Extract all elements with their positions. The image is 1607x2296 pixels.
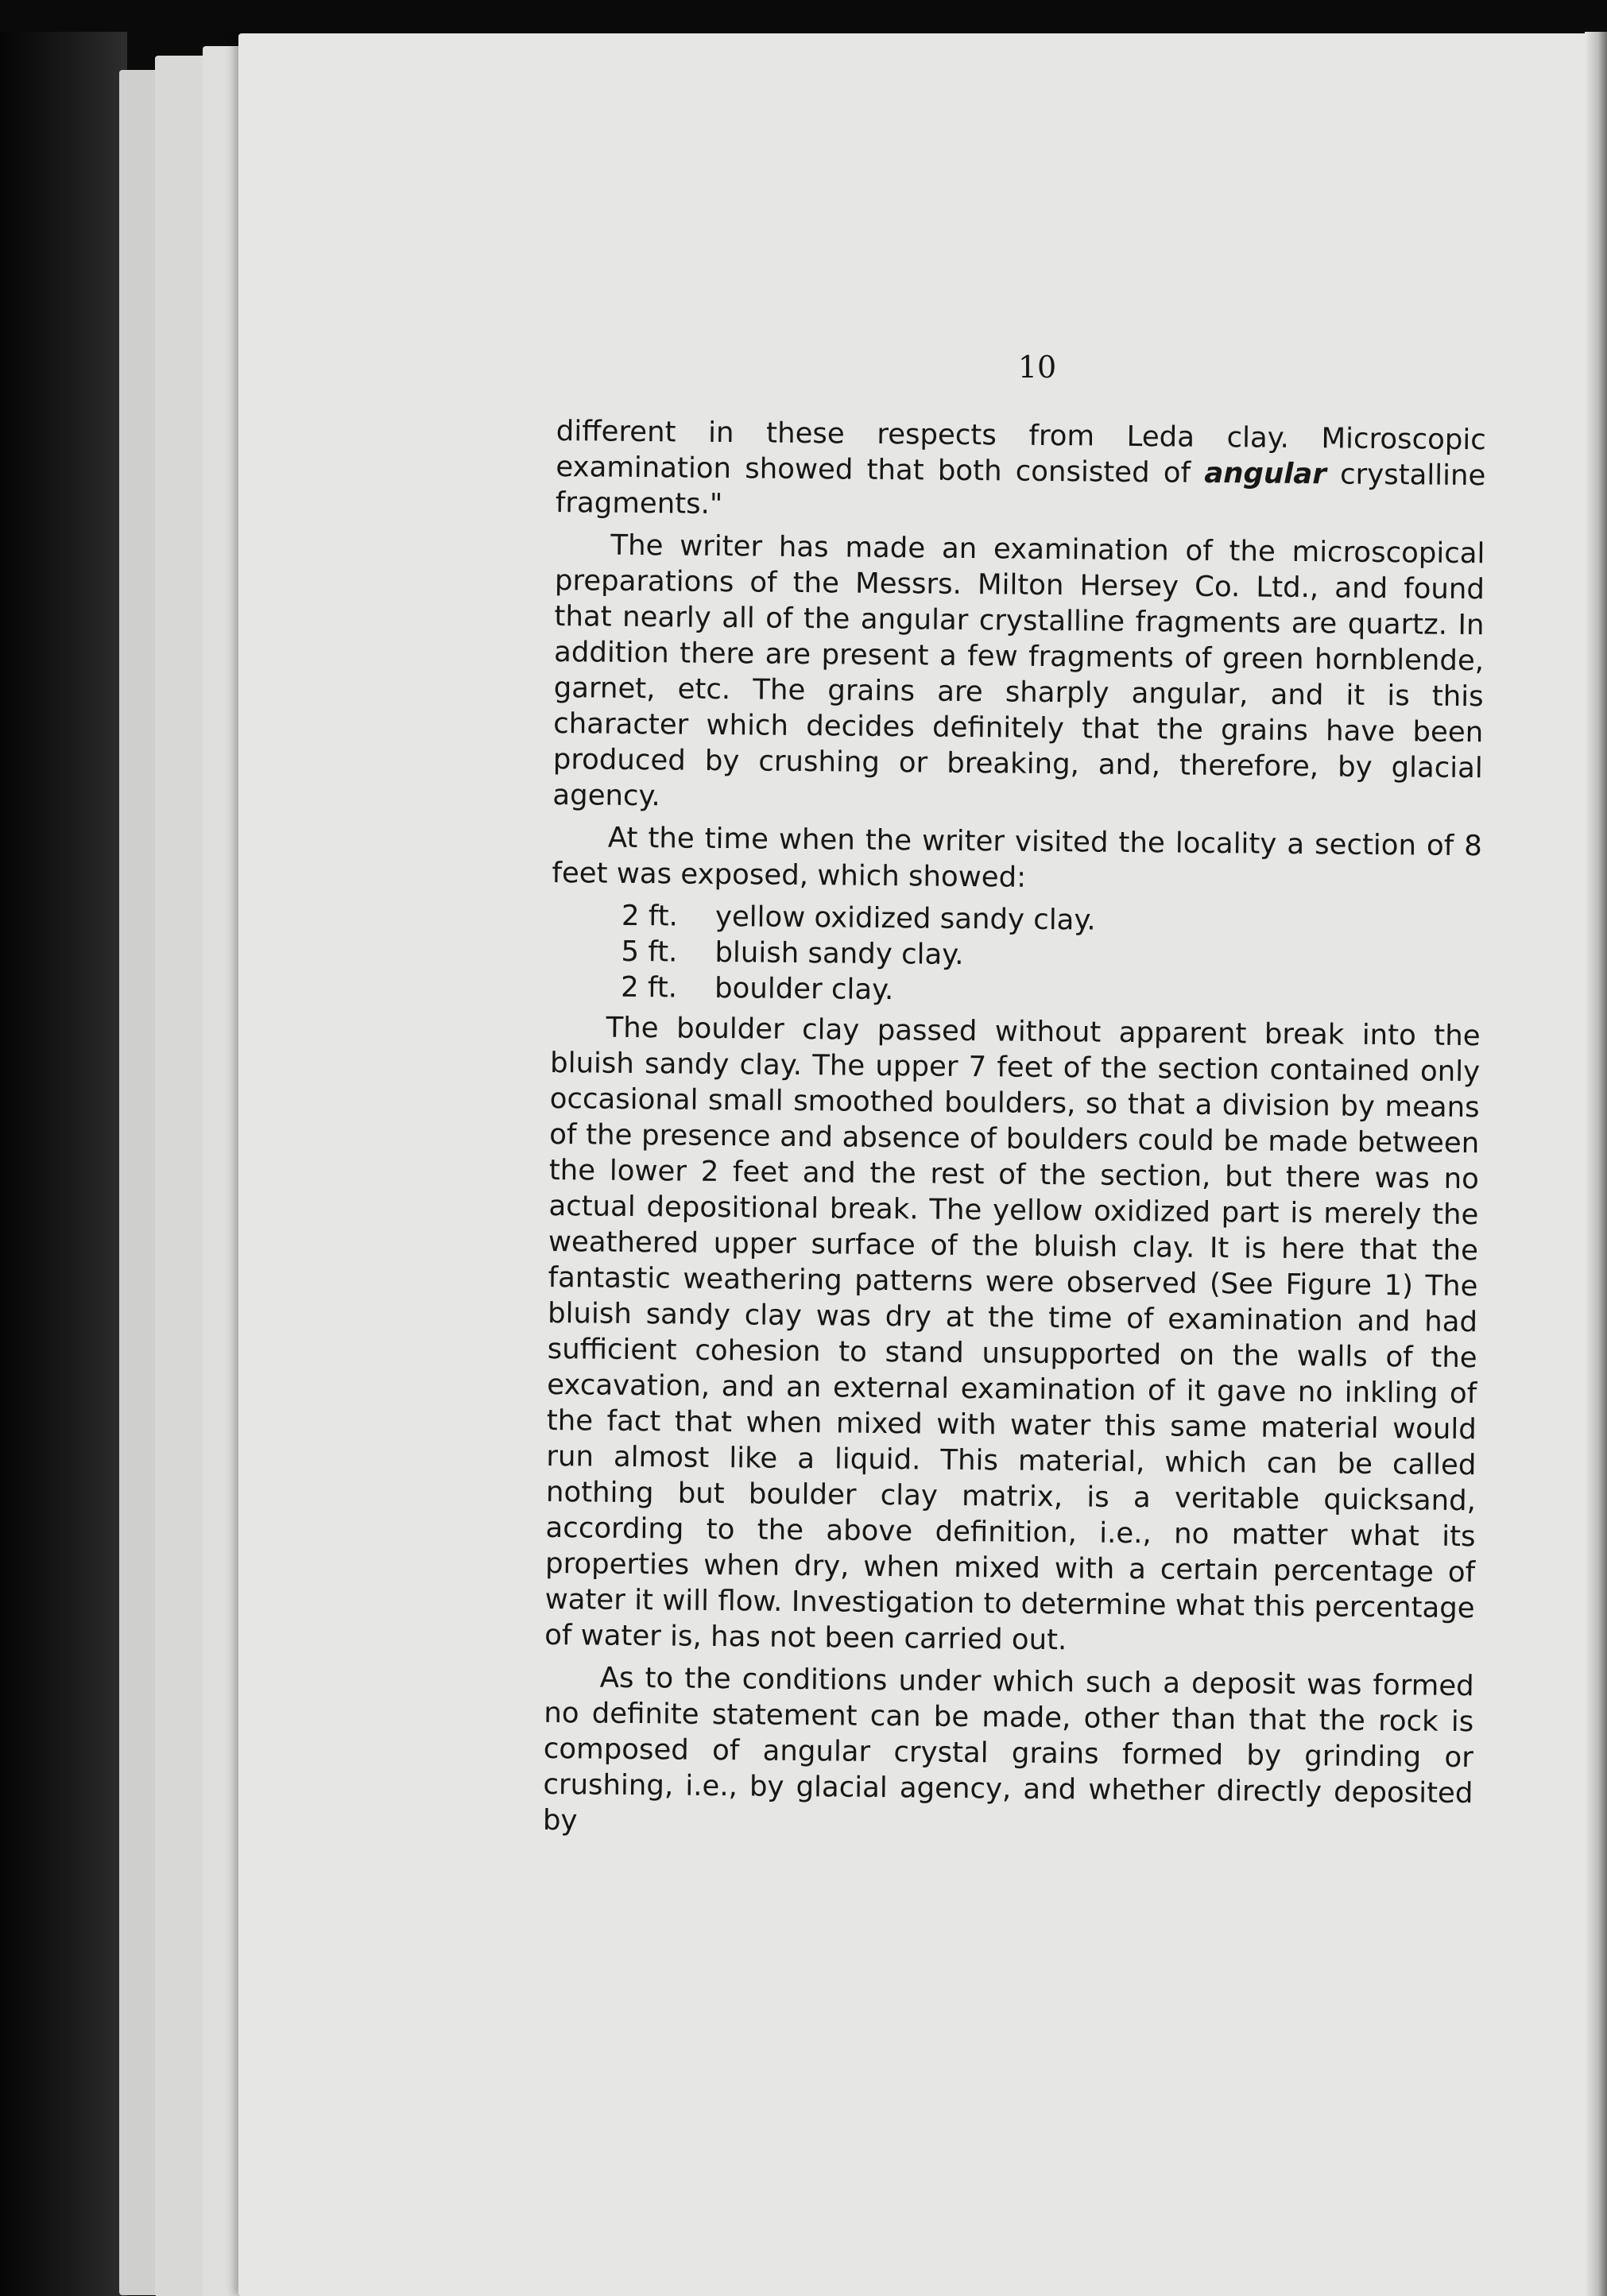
emphasized-word: angular	[1204, 456, 1327, 491]
paragraph: As to the conditions under which such a deposit was formed no definite statement can be made, other than that the rock is composed of angular crystal grains formed by grinding or crushing, i.e., by glacial agency, and whether directly deposited by	[542, 1661, 1474, 1837]
paragraph: The writer has made an examination of the microscopical preparations of the Messrs. Milton Hersey Co. Ltd., and found that nearly all of the angular crystalline fragments are quartz. In addition there are present a few fragments of green hornblende, garnet, etc. The grains are sharply angular, and it is this character which decides definitely that the grains have been produced by crushing or breaking, and, therefore, by glacial agency.	[552, 529, 1485, 813]
layer-thickness: 2 ft.	[621, 899, 679, 933]
paragraph-text: crystalline fragments."	[555, 458, 1486, 521]
top-dark-margin	[0, 0, 1607, 32]
dark-binding-edge	[0, 0, 127, 2296]
layer-description: yellow oxidized sandy clay.	[714, 900, 1096, 937]
layer-description: bluish sandy clay.	[714, 935, 964, 971]
right-page-edge	[1585, 0, 1607, 2296]
body-text	[543, 413, 1486, 1853]
paragraph-text: different in these respects from Leda clay. Microscopic examination showed that both consisted of	[556, 414, 1486, 490]
layer-thickness: 2 ft.	[620, 970, 678, 1005]
paragraph	[556, 413, 1486, 529]
layer-thickness: 5 ft.	[621, 935, 678, 969]
paragraph: The boulder clay passed without apparent break into the bluish sandy clay. The upper 7 feet of the section contained only occasional small smoothed boulders, so that a division by means of the presence and absence of boulders could be made between the lower 2 feet and the rest of the section, but there was no actual depositional break. The yellow oxidized part is merely the weathered upper surface of the bluish clay. It is here that the fantastic weathering patterns were observed (See Figure 1) The bluish sandy clay was dry at the time of examination and had sufficient cohesion to stand unsupported on the walls of the excavation, and an external examination of it gave no inkling of the fact that when mixed with water this same material would run almost like a liquid. This material, which can be called nothing but boulder clay matrix, is a veritable quicksand, according to the above definition, i.e., no matter what its properties when dry, when mixed with a certain percentage of water it will flow. Investigation to determine what this percentage of water is, has not been carried out.	[544, 1011, 1481, 1657]
page-number: 10	[1017, 350, 1057, 385]
layer-description: boulder clay.	[714, 971, 894, 1007]
paragraph: At the time when the writer visited the locality a section of 8 feet was exposed, which showed:	[552, 821, 1483, 894]
section-layer-list	[551, 897, 1481, 1013]
